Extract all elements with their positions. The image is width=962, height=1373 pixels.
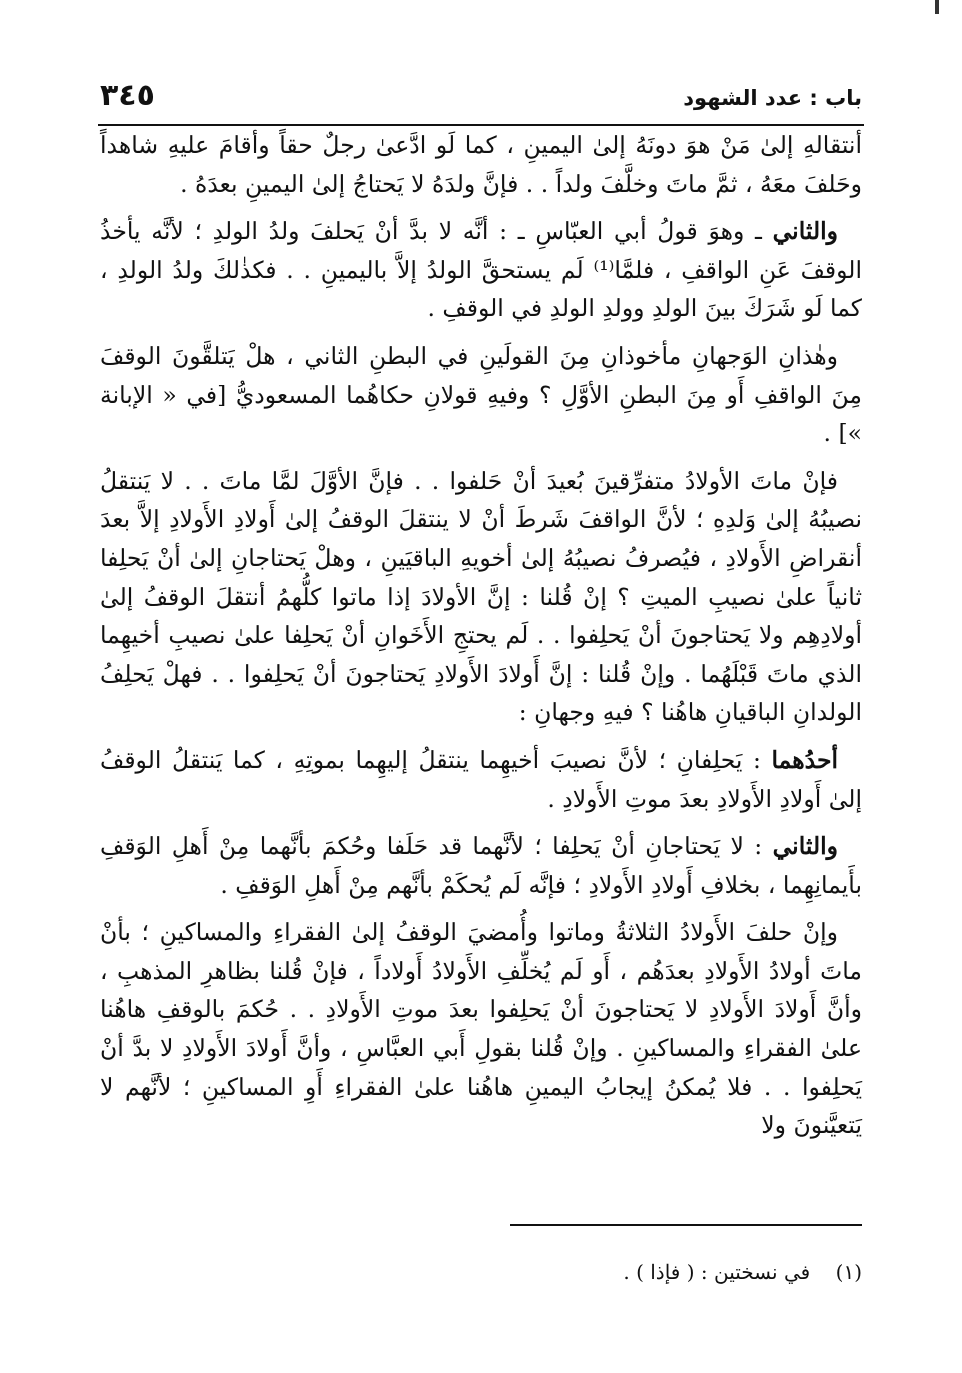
paragraph-text: وإنْ حلفَ الأَولادُ الثلاثةُ وماتوا وأُمضيَ الوقفُ إلىٰ الفقراءِ والمساكينِ ؛ بأنْ ماتَ أولادُ الأَولادِ بعدَهُم ، أَو لَم يُخلِّفِ الأَولادُ أَولاداً ، فإنْ قُلنا بظاهرِ المذهبِ ، وأنَّ أَولادَ الأَولادِ لا يَحتاجونَ أنْ يَحلِفوا بعدَ موتِ الأَولادِ . . حُكمَ بالوقفِ هاهُنا علىٰ الفقراءِ والمساكينِ . وإنْ قُلنا بقولِ أَبي العبَّاسِ ، وأنَّ أَولادَ الأَولادِ لا بدَّ أنْ يَحلِفوا . . فلا يُمكنُ إيجابُ اليمينِ هاهُنا علىٰ الفقراءِ أَوِ المساكينِ ؛ لأنَّهم لا يَتعيَّنونَ ولا: [100, 918, 862, 1140]
paragraph-text: ـ وهوَ قولُ أبي العبّاسِ ـ : أنَّه لا بدَّ أنْ يَحلفَ ولدُ الولدِ ؛ لأنَّه يأخذُ الوقفَ عَنِ الواقفِ ، فلمَّا⁽¹⁾ لَم يستحقَّ الولدُ إلاَّ باليمينِ . . فكذٰلكَ ولدُ الولدِ ، كما لَو شَرَكَ بينَ الولدِ وولدِ الولدِ في الوقفِ .: [100, 217, 862, 323]
footnote-text: في نسختين : ( فإذا ) .: [623, 1260, 811, 1284]
page-number: ٣٤٥: [100, 78, 155, 113]
footnote-rule: [510, 1224, 862, 1226]
paragraph: [100, 462, 862, 732]
paragraph-text: : لا يَحتاجانِ أنْ يَحلِفا ؛ لأنَّهما قد حَلَفا وحُكمَ بأنَّهما مِنْ أَهلِ الوَقفِ بأَيمانِهِما ، بخلافِ أَولادِ الأَولادِ ؛ فإنَّه لَم يُحكَمْ بأنَّهم مِنْ أَهلِ الوَقفِ .: [100, 832, 862, 899]
paragraph-text: وهٰذانِ الوَجهانِ مأخوذانِ مِنَ القولَينِ في البطنِ الثاني ، هلْ يَتلقَّونَ الوقفَ مِنَ الواقفِ أَو مِنَ البطنِ الأوَّلِ ؟ وفيهِ قولانِ حكاهُما المسعوديُّ [في « الإبانة »] .: [100, 341, 862, 448]
body-text: [100, 126, 862, 1154]
paragraph-lead: والثاني: [772, 832, 838, 861]
page-header: [100, 78, 862, 120]
footnote-marker: (١): [835, 1260, 862, 1284]
paragraph-text: أنتقالهِ إلىٰ مَنْ هوَ دونَهُ إلىٰ اليمينِ ، كما لَو ادَّعىٰ رجلٌ حقاً وأقامَ عليهِ شاهداً وحَلفَ معَهُ ، ثمَّ ماتَ وخلَّفَ ولداً . . فإنَّ ولدَهُ لا يَحتاجُ إلىٰ اليمينِ بعدَهُ .: [100, 131, 862, 198]
paragraph: [100, 827, 862, 904]
paragraph: [100, 212, 862, 328]
footnote: [100, 1258, 862, 1286]
corner-mark: [935, 0, 939, 14]
paragraph: [100, 126, 862, 203]
paragraph-text: : يَحلِفانِ ؛ لأنَّ نصيبَ أخيهِما ينتقلُ إليهِما بموتِهِ ، كما يَنتقلُ الوقفُ إلىٰ أَولادِ الأَولادِ بعدَ موتِ الأَولادِ .: [100, 745, 862, 813]
paragraph-lead: أحدُهما: [771, 745, 838, 774]
paragraph-text: فإنْ ماتَ الأولادُ متفرِّقينَ بُعيدَ أنْ حَلفوا . . فإنَّ الأوَّلَ لمَّا ماتَ . . لا يَنتقلُ نصيبُهُ إلىٰ وَلدِهِ ؛ لأنَّ الواقفَ شَرطَ أنْ لا ينتقلَ الوقفُ إلىٰ أَولادِ الأَولادِ إلاَّ بعدَ أنقراضِ الأَولادِ ، فيُصرفُ نصيبُهُ إلىٰ أخويهِ الباقيَينِ ، وهلْ يَحتاجانِ إلىٰ أنْ يَحلِفا ثانياً علىٰ نصيبِ الميتِ ؟ إنْ قُلنا : إنَّ الأولادَ إذا ماتوا كلُّهمُ أنتقلَ الوقفُ إلىٰ أولادِهِم ولا يَحتاجونَ أنْ يَحلِفوا . . لَم يحتجِ الأَخَوانِ أنْ يَحلِفا علىٰ نصيبِ أخيهِما الذي ماتَ قَبْلَهُما . وإنْ قُلنا : إنَّ أَولادَ الأَولادِ يَحتاجونَ أنْ يَحلِفوا . . فهلْ يَحلِفُ الولدانِ الباقيانِ هاهُنا ؟ فيهِ وجهانِ :: [100, 466, 862, 727]
paragraph: [100, 913, 862, 1145]
paragraph-lead: والثاني: [772, 217, 838, 246]
chapter-title: باب : عدد الشهود: [683, 86, 862, 110]
paragraph: [100, 741, 862, 818]
paragraph: [100, 337, 862, 453]
